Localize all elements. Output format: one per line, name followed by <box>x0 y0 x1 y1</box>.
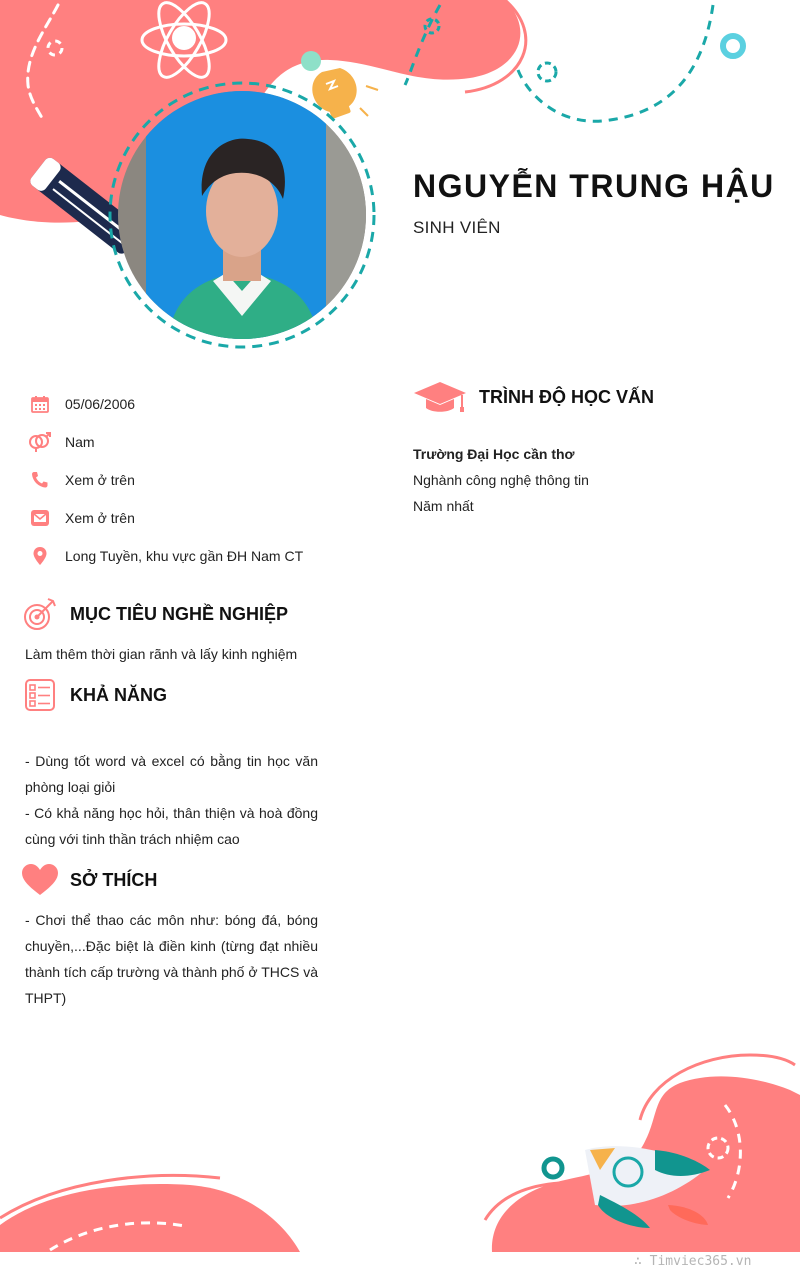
skill-line: - Có khả năng học hỏi, thân thiện và hoà đồng cùng với tinh thần trách nhiệm cao <box>25 805 318 847</box>
objective-title: MỤC TIÊU NGHỀ NGHIỆP <box>70 603 289 624</box>
education-major: Nghành công nghệ thông tin <box>413 472 589 488</box>
candidate-role: SINH VIÊN <box>413 218 501 237</box>
gender-icon <box>28 430 52 454</box>
education-details <box>413 441 589 519</box>
contact-text: Nam <box>65 434 95 450</box>
checklist-icon <box>20 675 60 715</box>
education-heading <box>411 377 654 417</box>
email-icon <box>28 506 52 530</box>
objective-heading <box>20 594 288 634</box>
contact-phone <box>28 461 358 499</box>
contact-info-list <box>28 385 358 575</box>
hobbies-title: SỞ THÍCH <box>70 869 158 890</box>
education-school: Trường Đại Học cần thơ <box>413 446 575 462</box>
contact-email <box>28 499 358 537</box>
phone-icon <box>28 468 52 492</box>
contact-text: Xem ở trên <box>65 510 135 526</box>
skills-heading <box>20 675 167 715</box>
skill-line: - Dùng tốt word và excel có bằng tin học văn phòng loại giỏi <box>25 753 318 795</box>
candidate-name: NGUYỄN TRUNG HẬU <box>413 168 775 204</box>
education-year: Năm nhất <box>413 498 474 514</box>
calendar-icon <box>28 392 52 416</box>
contact-birthdate <box>28 385 358 423</box>
watermark: ∴ Timviec365.vn <box>634 1254 752 1269</box>
contact-text: Xem ở trên <box>65 472 135 488</box>
heart-icon <box>20 860 60 900</box>
skills-text <box>25 748 318 852</box>
hobbies-text: - Chơi thể thao các môn như: bóng đá, bóng chuyền,...Đặc biệt là điền kinh (từng đạt nhiều thành tích cấp trường và thành phố ở THCS và THPT) <box>25 912 318 1006</box>
contact-text: Long Tuyền, khu vực gần ĐH Nam CT <box>65 548 304 564</box>
location-pin-icon <box>28 544 52 568</box>
target-icon <box>20 594 60 634</box>
contact-text: 05/06/2006 <box>65 396 136 412</box>
skills-title: KHẢ NĂNG <box>70 684 167 705</box>
graduation-cap-icon <box>411 377 469 417</box>
profile-photo <box>118 91 366 339</box>
hobbies-heading <box>20 860 157 900</box>
education-title: TRÌNH ĐỘ HỌC VẤN <box>479 386 654 407</box>
objective-text: Làm thêm thời gian rãnh và lấy kinh nghiệm <box>25 646 298 662</box>
contact-gender <box>28 423 358 461</box>
contact-address <box>28 537 358 575</box>
